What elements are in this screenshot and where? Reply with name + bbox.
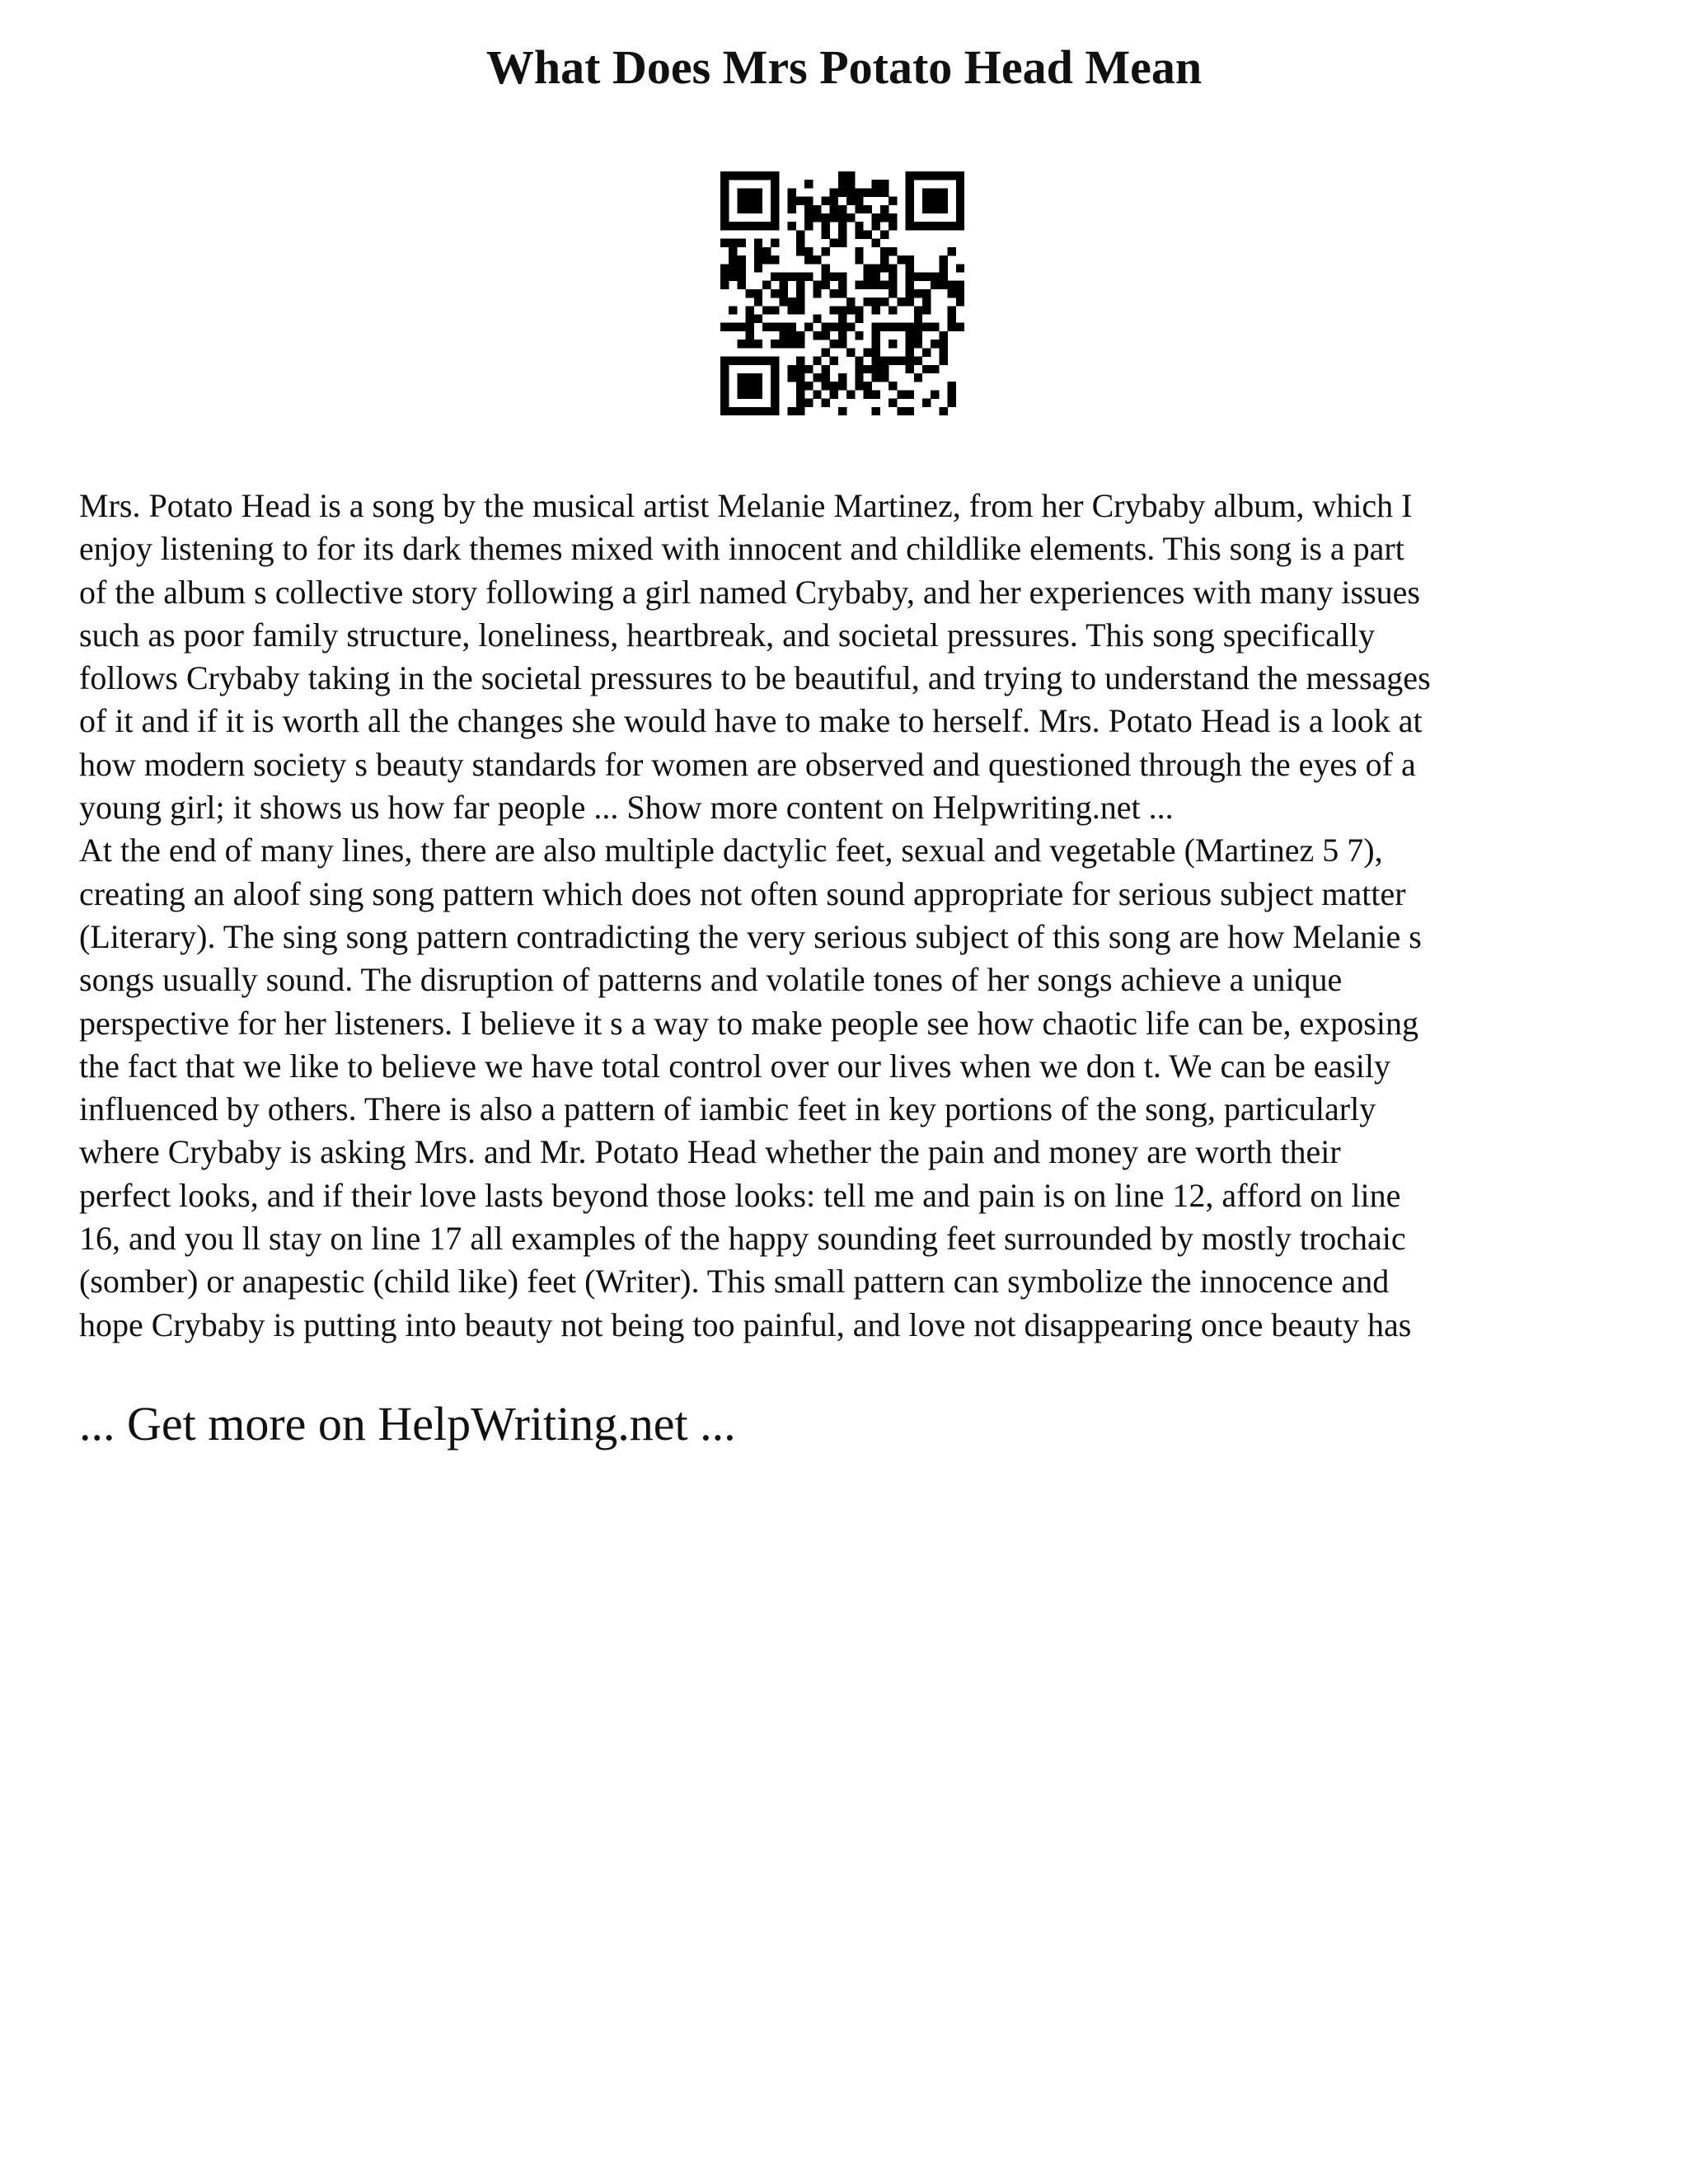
paragraph-2: At the end of many lines, there are also multiple dactylic feet, sexual and vegetable (Martinez 5 7), creating an aloof sing song pattern which does not often sound appropriate for serious subject matter (Literary). The sing song pattern contradicting the very serious subject of this song are how Melanie s songs usually sound. The disruption of patterns and volatile tones of her songs achieve a unique perspective for her listeners. I believe it s a way to make people see how chaotic life can be, exposing the fact that we like to believe we have total control over our lives when we don t. We can be easily influenced by others. There is also a pattern of iambic feet in key portions of the song, particularly where Crybaby is asking Mrs. and Mr. Potato Head whether the pain and money are worth their perfect looks, and if their love lasts beyond those looks: tell me and pain is on line 12, afford on line 16, and you ll stay on line 17 all examples of the happy sounding feet surrounded by mostly trochaic (somber) or anapestic (child like) feet (Writer). This small pattern can symbolize the innocence and hope Crybaby is putting into beauty not being too painful, and love not disappearing once beauty has xyxy=(79,832,1422,1343)
document-body xyxy=(79,485,1612,1347)
document-title: What Does Mrs Potato Head Mean xyxy=(485,40,1203,94)
paragraph-1: Mrs. Potato Head is a song by the musical artist Melanie Martinez, from her Crybaby album, which I enjoy listening to for its dark themes mixed with innocent and childlike elements. This song is a part of the album s collective story following a girl named Crybaby, and her experiences with many issues such as poor family structure, loneliness, heartbreak, and societal pressures. This song specifically follows Crybaby taking in the societal pressures to be beautiful, and trying to understand the messages of it and if it is worth all the changes she would have to make to herself. Mrs. Potato Head is a look at how modern society s beauty standards for women are observed and questioned through the eyes of a young girl; it shows us how far people ... Show more content on Helpwriting.net ... xyxy=(79,487,1431,827)
get-more-link[interactable]: ... Get more on HelpWriting.net ... xyxy=(79,1397,736,1451)
qr-code-icon xyxy=(720,171,964,415)
